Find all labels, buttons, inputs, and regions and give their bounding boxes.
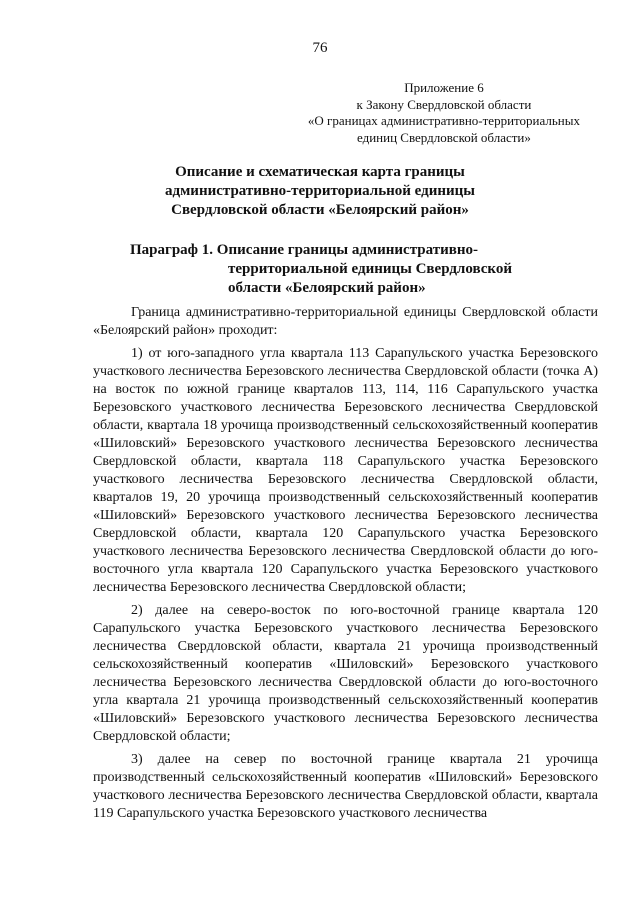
page-number: 76 — [312, 40, 328, 56]
intro-paragraph: Граница административно-территориальной единицы Свердловской области «Белоярский район» проходит: — [93, 305, 598, 338]
paragraph-heading-line: территориальной единицы Свердловской — [228, 261, 512, 277]
appendix-line: единиц Свердловской области» — [357, 129, 531, 145]
appendix-line: Приложение 6 — [404, 80, 484, 95]
document-body — [93, 304, 598, 828]
boundary-item-3: 3) далее на север по восточной границе квартала 21 урочища производственный сельскохозяйственный кооператив «Шиловский» Березовского участкового лесничества Березовского лесничества Свердловской области, квартала 119 Сарапульского участка Березовского участкового лесничества — [93, 752, 598, 821]
title-line: Свердловской области «Белоярский район» — [171, 202, 469, 218]
title-line: административно-территориальной единицы — [165, 183, 475, 199]
appendix-line: к Закону Свердловской области — [356, 96, 532, 112]
appendix-header — [308, 80, 580, 146]
paragraph-heading — [130, 241, 512, 298]
boundary-item-2: 2) далее на северо-восток по юго-восточной границе квартала 120 Сарапульского участка Березовского участкового лесничества Березовского лесничества Свердловской области, квартала 21 урочища производственный сельскохозяйственный кооператив «Шиловский» Березовского участкового лесничества Березовского лесничества Свердловской области до юго-восточного угла квартала 21 урочища производственный сельскохозяйственный кооператив «Шиловский» Березовского участкового лесничества Березовского лесничества Свердловской области; — [93, 603, 598, 744]
paragraph-heading-line: области «Белоярский район» — [228, 280, 426, 296]
document-title — [0, 163, 640, 220]
paragraph-heading-line: Параграф 1. Описание границы административно- — [130, 242, 478, 258]
appendix-line: «О границах административно-территориальных — [307, 113, 580, 128]
title-line: Описание и схематическая карта границы — [175, 164, 465, 180]
boundary-item-1: 1) от юго-западного угла квартала 113 Сарапульского участка Березовского участкового лесничества Березовского лесничества Свердловской области (точка А) на восток по южной границе кварталов 113, 114, 116 Сарапульского участка Березовского участкового лесничества Березовского лесничества Свердловской области, квартала 18 урочища производственный сельскохозяйственный кооператив «Шиловский» Березовского участкового лесничества Березовского лесничества Свердловской области, квартала 118 Сарапульского участка Березовского участкового лесничества Березовского лесничества Свердловской области, кварталов 19, 20 урочища производственный сельскохозяйственный кооператив «Шиловский» Березовского участкового лесничества Березовского лесничества Свердловской области, квартала 120 Сарапульского участка Березовского участкового лесничества Березовского лесничества Свердловской области до юго-восточного угла квартала 120 Сарапульского участка Березовского участкового лесничества Березовского лесничества Свердловской области; — [93, 346, 598, 595]
